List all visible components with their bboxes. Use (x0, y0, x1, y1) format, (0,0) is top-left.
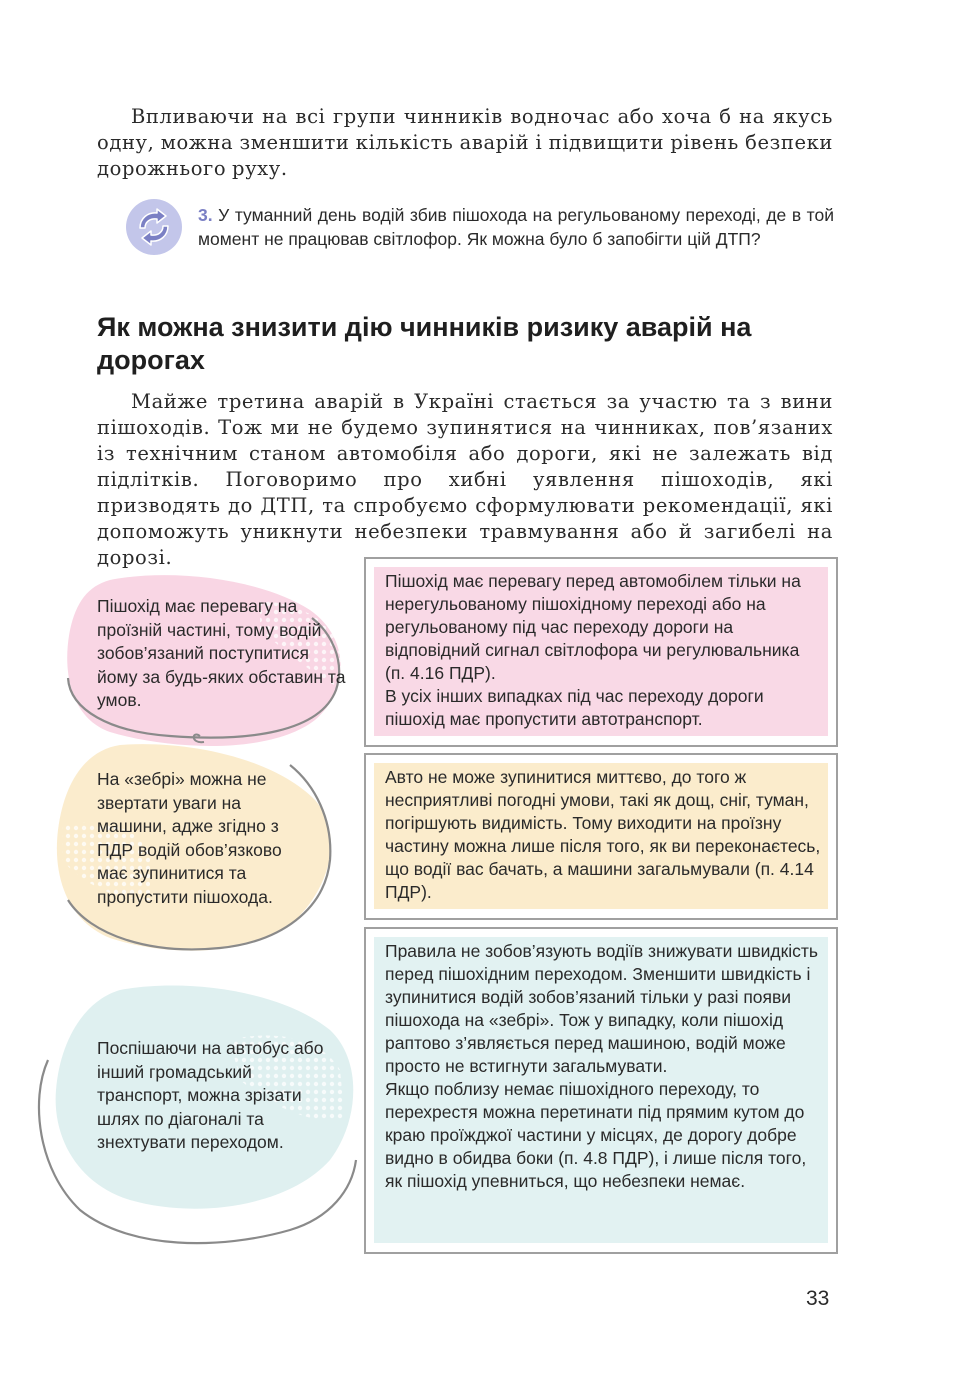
fact-content (374, 937, 828, 1243)
fact-content (374, 763, 828, 909)
task-question (198, 204, 834, 251)
fact-content (374, 567, 828, 736)
fact-box (364, 557, 838, 747)
fact-paragraph: Авто не може зупинитися миттєво, до того ж несприятливі погодні умови, такі як дощ, сніг, туман, погіршують видимість. Тому виходити на проїзну частину можна лише після того, як ви переконаєтесь, що водії вас бачать, а машини загальмували (п. 4.14 ПДР). (385, 767, 821, 902)
fact-paragraph: В усіх інших випадках під час переходу дороги пішохід має пропустити автотранспорт. (385, 686, 764, 729)
fact-box (364, 753, 838, 920)
fact-paragraph: Правила не зобов’язують водіїв знижувати швидкість перед пішохідним переходом. Зменшити швидкість і зупинитися водій зобов’язаний тільки у разі появи пішохода на «зебрі». Тож у випадку, коли пішохід раптово з’являється перед машиною, водій може просто не встигнути загальмувати. (385, 941, 819, 1076)
myth-text: На «зебрі» можна не звертати уваги на машини, адже згідно з ПДР водій обов’язково має зупинитися та пропустити пішохода. (97, 769, 282, 907)
page-number: 33 (806, 1287, 830, 1310)
myth-text: Поспішаючи на автобус або інший громадський транспорт, можна зрізати шлях по діагоналі та знехтувати переходом. (97, 1038, 324, 1152)
myth-text: Пішохід має перевагу на проїзній частині, тому водій зобов’язаний поступитися йому за будь-яких обставин та умов. (97, 596, 346, 710)
task-text: У туманний день водій збив пішохода на регульованому переході, де в той момент не працював світлофор. Як можна було б запобігти цій ДТП? (198, 205, 834, 249)
fact-paragraph: Пішохід має перевагу перед автомобілем тільки на нерегульованому пішохідному переході або на регульованому під час переходу дороги на відповідний сигнал світлофора чи регулювальника (п. 4.16 ПДР). (385, 571, 801, 683)
fact-box (364, 927, 838, 1254)
body-paragraph: Майже третина аварій в Україні стається за участю та з вини пішоходів. Тож ми не будемо зупинятися на чинниках, пов’язаних із технічним станом автомобіля або дороги, які не залежать від підлітків. Поговоримо про хибні уявлення пішоходів, які призводять до ДТП, та спробуємо сформулювати рекомендації, які допоможуть уникнути небезпеки травмування або й загибелі на дорозі. (97, 390, 833, 569)
task-number: 3. (198, 205, 213, 225)
intro-paragraph: Впливаючи на всі групи чинників водночас або хоча б на якусь одну, можна зменшити кількість аварій і підвищити рівень безпеки дорожнього руху. (97, 105, 833, 180)
refresh-icon (124, 197, 184, 257)
fact-paragraph: Якщо поблизу немає пішохідного переходу, то перехрестя можна перетинати під прямим кутом до краю проїжджої частини у місцях, де дорогу добре видно в обидва боки (п. 4.8 ПДР), і лише після того, як пішохід упевниться, що небезпеки немає. (385, 1079, 807, 1191)
section-heading: Як можна знизити дію чинників ризику аварій на дорогах (97, 312, 752, 375)
